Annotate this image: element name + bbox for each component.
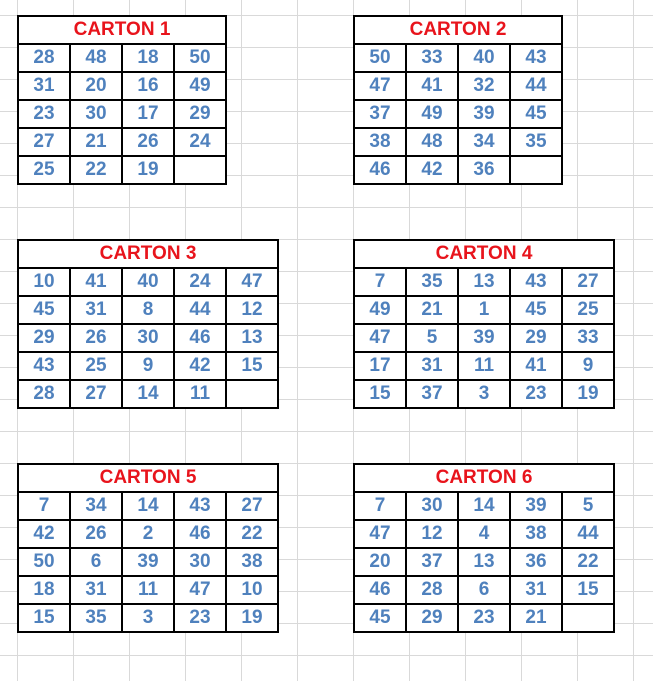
carton-cell[interactable]: 49 [174, 72, 226, 100]
carton-cell[interactable]: 20 [70, 72, 122, 100]
carton-cell[interactable]: 4 [458, 520, 510, 548]
carton-cell[interactable]: 22 [562, 548, 614, 576]
carton-cell[interactable]: 30 [70, 100, 122, 128]
carton-cell[interactable]: 27 [562, 268, 614, 296]
carton-cell[interactable]: 2 [122, 520, 174, 548]
carton-cell[interactable]: 23 [458, 604, 510, 632]
carton-cell[interactable]: 42 [18, 520, 70, 548]
carton-cell[interactable]: 47 [354, 520, 406, 548]
carton-cell[interactable]: 37 [354, 100, 406, 128]
carton-title: CARTON 1 [18, 16, 226, 44]
carton-cell[interactable]: 15 [562, 576, 614, 604]
carton-cell[interactable]: 18 [18, 576, 70, 604]
carton-cell[interactable]: 22 [70, 156, 122, 184]
carton-cell[interactable]: 11 [458, 352, 510, 380]
carton-cell[interactable] [562, 604, 614, 632]
carton-cell[interactable]: 35 [510, 128, 562, 156]
carton-cell[interactable]: 15 [226, 352, 278, 380]
carton-6 [353, 463, 615, 633]
carton-row [18, 352, 278, 380]
carton-cell[interactable]: 7 [18, 492, 70, 520]
carton-4 [353, 239, 615, 409]
carton-cell[interactable]: 29 [510, 324, 562, 352]
carton-cell[interactable] [226, 380, 278, 408]
carton-cell[interactable]: 11 [174, 380, 226, 408]
carton-cell[interactable]: 46 [354, 156, 406, 184]
carton-row [354, 324, 614, 352]
carton-cell[interactable]: 50 [18, 548, 70, 576]
carton-row [18, 72, 226, 100]
carton-title: CARTON 4 [354, 240, 614, 268]
carton-cell[interactable]: 43 [510, 268, 562, 296]
carton-cell[interactable]: 24 [174, 268, 226, 296]
carton-cell[interactable]: 23 [174, 604, 226, 632]
carton-cell[interactable]: 31 [70, 296, 122, 324]
carton-cell[interactable]: 31 [510, 576, 562, 604]
carton-row [354, 44, 562, 72]
carton-cell[interactable]: 14 [122, 380, 174, 408]
carton-2 [353, 15, 563, 185]
carton-cell[interactable]: 36 [458, 156, 510, 184]
carton-cell[interactable]: 14 [122, 492, 174, 520]
carton-cell[interactable]: 26 [70, 324, 122, 352]
carton-cell[interactable]: 12 [406, 520, 458, 548]
carton-title: CARTON 3 [18, 240, 278, 268]
carton-cell[interactable]: 36 [510, 548, 562, 576]
carton-cell[interactable]: 23 [18, 100, 70, 128]
carton-cell[interactable]: 17 [354, 352, 406, 380]
carton-cell[interactable]: 6 [458, 576, 510, 604]
carton-cell[interactable]: 45 [354, 604, 406, 632]
carton-cell[interactable] [510, 156, 562, 184]
carton-cell[interactable]: 46 [174, 520, 226, 548]
carton-cell[interactable]: 47 [226, 268, 278, 296]
carton-row [354, 128, 562, 156]
carton-cell[interactable]: 29 [406, 604, 458, 632]
carton-cell[interactable]: 39 [458, 100, 510, 128]
carton-cell[interactable]: 45 [510, 296, 562, 324]
carton-cell[interactable]: 28 [18, 380, 70, 408]
carton-cell[interactable]: 31 [406, 352, 458, 380]
carton-row [354, 548, 614, 576]
carton-cell[interactable]: 50 [354, 44, 406, 72]
carton-row [354, 156, 562, 184]
carton-cell[interactable]: 39 [458, 324, 510, 352]
carton-cell[interactable]: 7 [354, 268, 406, 296]
carton-cell[interactable]: 5 [406, 324, 458, 352]
carton-cell[interactable] [174, 156, 226, 184]
carton-row [18, 296, 278, 324]
carton-cell[interactable]: 10 [18, 268, 70, 296]
carton-cell[interactable]: 13 [458, 548, 510, 576]
carton-cell[interactable]: 41 [406, 72, 458, 100]
carton-cell[interactable]: 5 [562, 492, 614, 520]
carton-title: CARTON 6 [354, 464, 614, 492]
carton-cell[interactable]: 47 [354, 324, 406, 352]
carton-cell[interactable]: 10 [226, 576, 278, 604]
carton-cell[interactable]: 44 [174, 296, 226, 324]
carton-cell[interactable]: 30 [122, 324, 174, 352]
carton-cell[interactable]: 29 [18, 324, 70, 352]
carton-row [18, 520, 278, 548]
carton-cell[interactable]: 30 [174, 548, 226, 576]
carton-row [354, 492, 614, 520]
carton-row [18, 604, 278, 632]
carton-cell[interactable]: 12 [226, 296, 278, 324]
carton-cell[interactable]: 27 [226, 492, 278, 520]
carton-5 [17, 463, 279, 633]
carton-cell[interactable]: 42 [174, 352, 226, 380]
carton-cell[interactable]: 27 [18, 128, 70, 156]
carton-cell[interactable]: 37 [406, 380, 458, 408]
carton-cell[interactable]: 26 [122, 128, 174, 156]
carton-cell[interactable]: 19 [562, 380, 614, 408]
carton-cell[interactable]: 15 [18, 604, 70, 632]
carton-cell[interactable]: 38 [510, 520, 562, 548]
carton-cell[interactable]: 25 [18, 156, 70, 184]
carton-cell[interactable]: 37 [406, 548, 458, 576]
carton-row [354, 604, 614, 632]
carton-cell[interactable]: 8 [122, 296, 174, 324]
carton-cell[interactable]: 15 [354, 380, 406, 408]
carton-cell[interactable]: 38 [226, 548, 278, 576]
carton-row [354, 72, 562, 100]
carton-cell[interactable]: 43 [174, 492, 226, 520]
carton-cell[interactable]: 48 [70, 44, 122, 72]
carton-cell[interactable]: 32 [458, 72, 510, 100]
carton-cell[interactable]: 47 [174, 576, 226, 604]
carton-cell[interactable]: 21 [70, 128, 122, 156]
carton-cell[interactable]: 29 [174, 100, 226, 128]
carton-cell[interactable]: 44 [510, 72, 562, 100]
carton-cell[interactable]: 7 [354, 492, 406, 520]
carton-cell[interactable]: 25 [562, 296, 614, 324]
carton-cell[interactable]: 34 [458, 128, 510, 156]
carton-cell[interactable]: 39 [510, 492, 562, 520]
carton-1 [17, 15, 227, 185]
carton-row [354, 100, 562, 128]
carton-row [18, 156, 226, 184]
carton-row [354, 380, 614, 408]
carton-row [18, 268, 278, 296]
carton-title: CARTON 5 [18, 464, 278, 492]
carton-cell[interactable]: 6 [70, 548, 122, 576]
carton-cell[interactable]: 35 [406, 268, 458, 296]
carton-row [354, 352, 614, 380]
carton-cell[interactable]: 16 [122, 72, 174, 100]
carton-3 [17, 239, 279, 409]
carton-cell[interactable]: 50 [174, 44, 226, 72]
carton-cell[interactable]: 31 [18, 72, 70, 100]
carton-cell[interactable]: 14 [458, 492, 510, 520]
carton-cell[interactable]: 45 [510, 100, 562, 128]
carton-row [18, 380, 278, 408]
carton-row [18, 548, 278, 576]
carton-cell[interactable]: 24 [174, 128, 226, 156]
carton-cell[interactable]: 28 [406, 576, 458, 604]
carton-cell[interactable]: 31 [70, 576, 122, 604]
carton-cell[interactable]: 43 [510, 44, 562, 72]
carton-cell[interactable]: 33 [562, 324, 614, 352]
carton-row [354, 520, 614, 548]
carton-cell[interactable]: 40 [122, 268, 174, 296]
carton-cell[interactable]: 35 [70, 604, 122, 632]
carton-cell[interactable]: 46 [354, 576, 406, 604]
carton-cell[interactable]: 19 [122, 156, 174, 184]
carton-row [18, 324, 278, 352]
carton-cell[interactable]: 43 [18, 352, 70, 380]
carton-cell[interactable]: 41 [510, 352, 562, 380]
carton-cell[interactable]: 30 [406, 492, 458, 520]
carton-cell[interactable]: 25 [70, 352, 122, 380]
carton-cell[interactable]: 33 [406, 44, 458, 72]
carton-cell[interactable]: 34 [70, 492, 122, 520]
carton-row [18, 44, 226, 72]
carton-cell[interactable]: 27 [70, 380, 122, 408]
carton-row [354, 296, 614, 324]
carton-cell[interactable]: 42 [406, 156, 458, 184]
carton-cell[interactable]: 23 [510, 380, 562, 408]
carton-cell[interactable]: 21 [406, 296, 458, 324]
carton-row [18, 492, 278, 520]
carton-row [354, 576, 614, 604]
carton-cell[interactable]: 11 [122, 576, 174, 604]
carton-cell[interactable]: 13 [226, 324, 278, 352]
carton-cell[interactable]: 47 [354, 72, 406, 100]
carton-row [354, 268, 614, 296]
carton-cell[interactable]: 49 [406, 100, 458, 128]
carton-row [18, 100, 226, 128]
carton-cell[interactable]: 20 [354, 548, 406, 576]
carton-cell[interactable]: 9 [122, 352, 174, 380]
carton-cell[interactable]: 22 [226, 520, 278, 548]
carton-cell[interactable]: 38 [354, 128, 406, 156]
carton-cell[interactable]: 13 [458, 268, 510, 296]
carton-cell[interactable]: 9 [562, 352, 614, 380]
carton-row [18, 128, 226, 156]
carton-cell[interactable]: 26 [70, 520, 122, 548]
carton-cell[interactable]: 39 [122, 548, 174, 576]
carton-cell[interactable]: 19 [226, 604, 278, 632]
carton-cell[interactable]: 41 [70, 268, 122, 296]
carton-cell[interactable]: 49 [354, 296, 406, 324]
carton-cell[interactable]: 40 [458, 44, 510, 72]
carton-cell[interactable]: 3 [122, 604, 174, 632]
carton-cell[interactable]: 46 [174, 324, 226, 352]
carton-cell[interactable]: 45 [18, 296, 70, 324]
carton-cell[interactable]: 1 [458, 296, 510, 324]
carton-row [18, 576, 278, 604]
carton-cell[interactable]: 28 [18, 44, 70, 72]
carton-cell[interactable]: 44 [562, 520, 614, 548]
carton-cell[interactable]: 48 [406, 128, 458, 156]
carton-cell[interactable]: 17 [122, 100, 174, 128]
carton-title: CARTON 2 [354, 16, 562, 44]
carton-cell[interactable]: 21 [510, 604, 562, 632]
carton-cell[interactable]: 3 [458, 380, 510, 408]
carton-cell[interactable]: 18 [122, 44, 174, 72]
